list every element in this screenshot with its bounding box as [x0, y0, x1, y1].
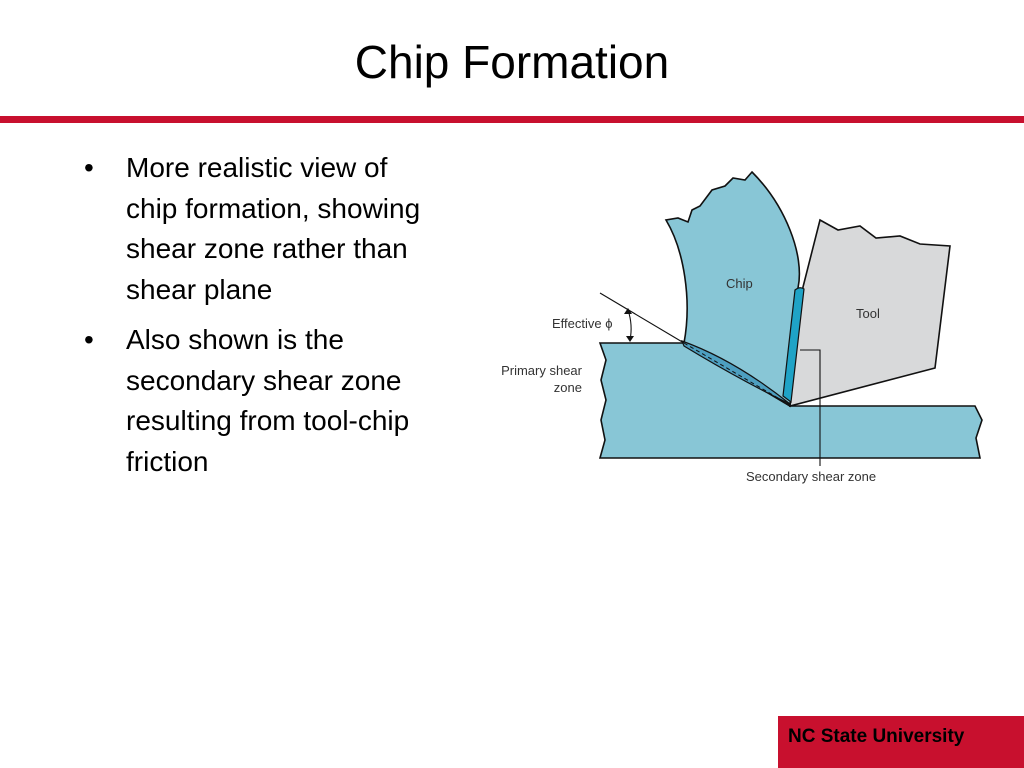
secondary-shear-zone-label: Secondary shear zone	[746, 469, 877, 484]
bullet-dot-icon: •	[84, 324, 94, 355]
slide-title: Chip Formation	[354, 36, 670, 88]
primary-shear-zone-label-line2: zone	[553, 380, 582, 395]
effective-angle-label: Effective ϕ	[552, 316, 613, 331]
angle-reference-line	[600, 293, 684, 343]
bullet-text: More realistic view of chip formation, showing shear zone rather than shear plane	[126, 152, 421, 305]
title-divider	[0, 116, 1024, 123]
tool-label: Tool	[856, 306, 880, 321]
angle-arrow-bottom-icon	[626, 336, 634, 342]
footer-text: NC State University	[788, 726, 965, 747]
chip-formation-diagram	[480, 160, 990, 500]
footer-badge	[778, 716, 1024, 768]
bullet-dot-icon: •	[84, 152, 94, 183]
bullet-item	[84, 148, 444, 310]
bullet-text: Also shown is the secondary shear zone resulting from tool-chip friction	[126, 324, 410, 477]
primary-shear-zone-label-line1: Primary shear	[501, 363, 582, 378]
angle-arc	[628, 310, 631, 340]
bullet-list	[84, 148, 444, 492]
chip-label: Chip	[726, 276, 753, 291]
bullet-item	[84, 320, 444, 482]
